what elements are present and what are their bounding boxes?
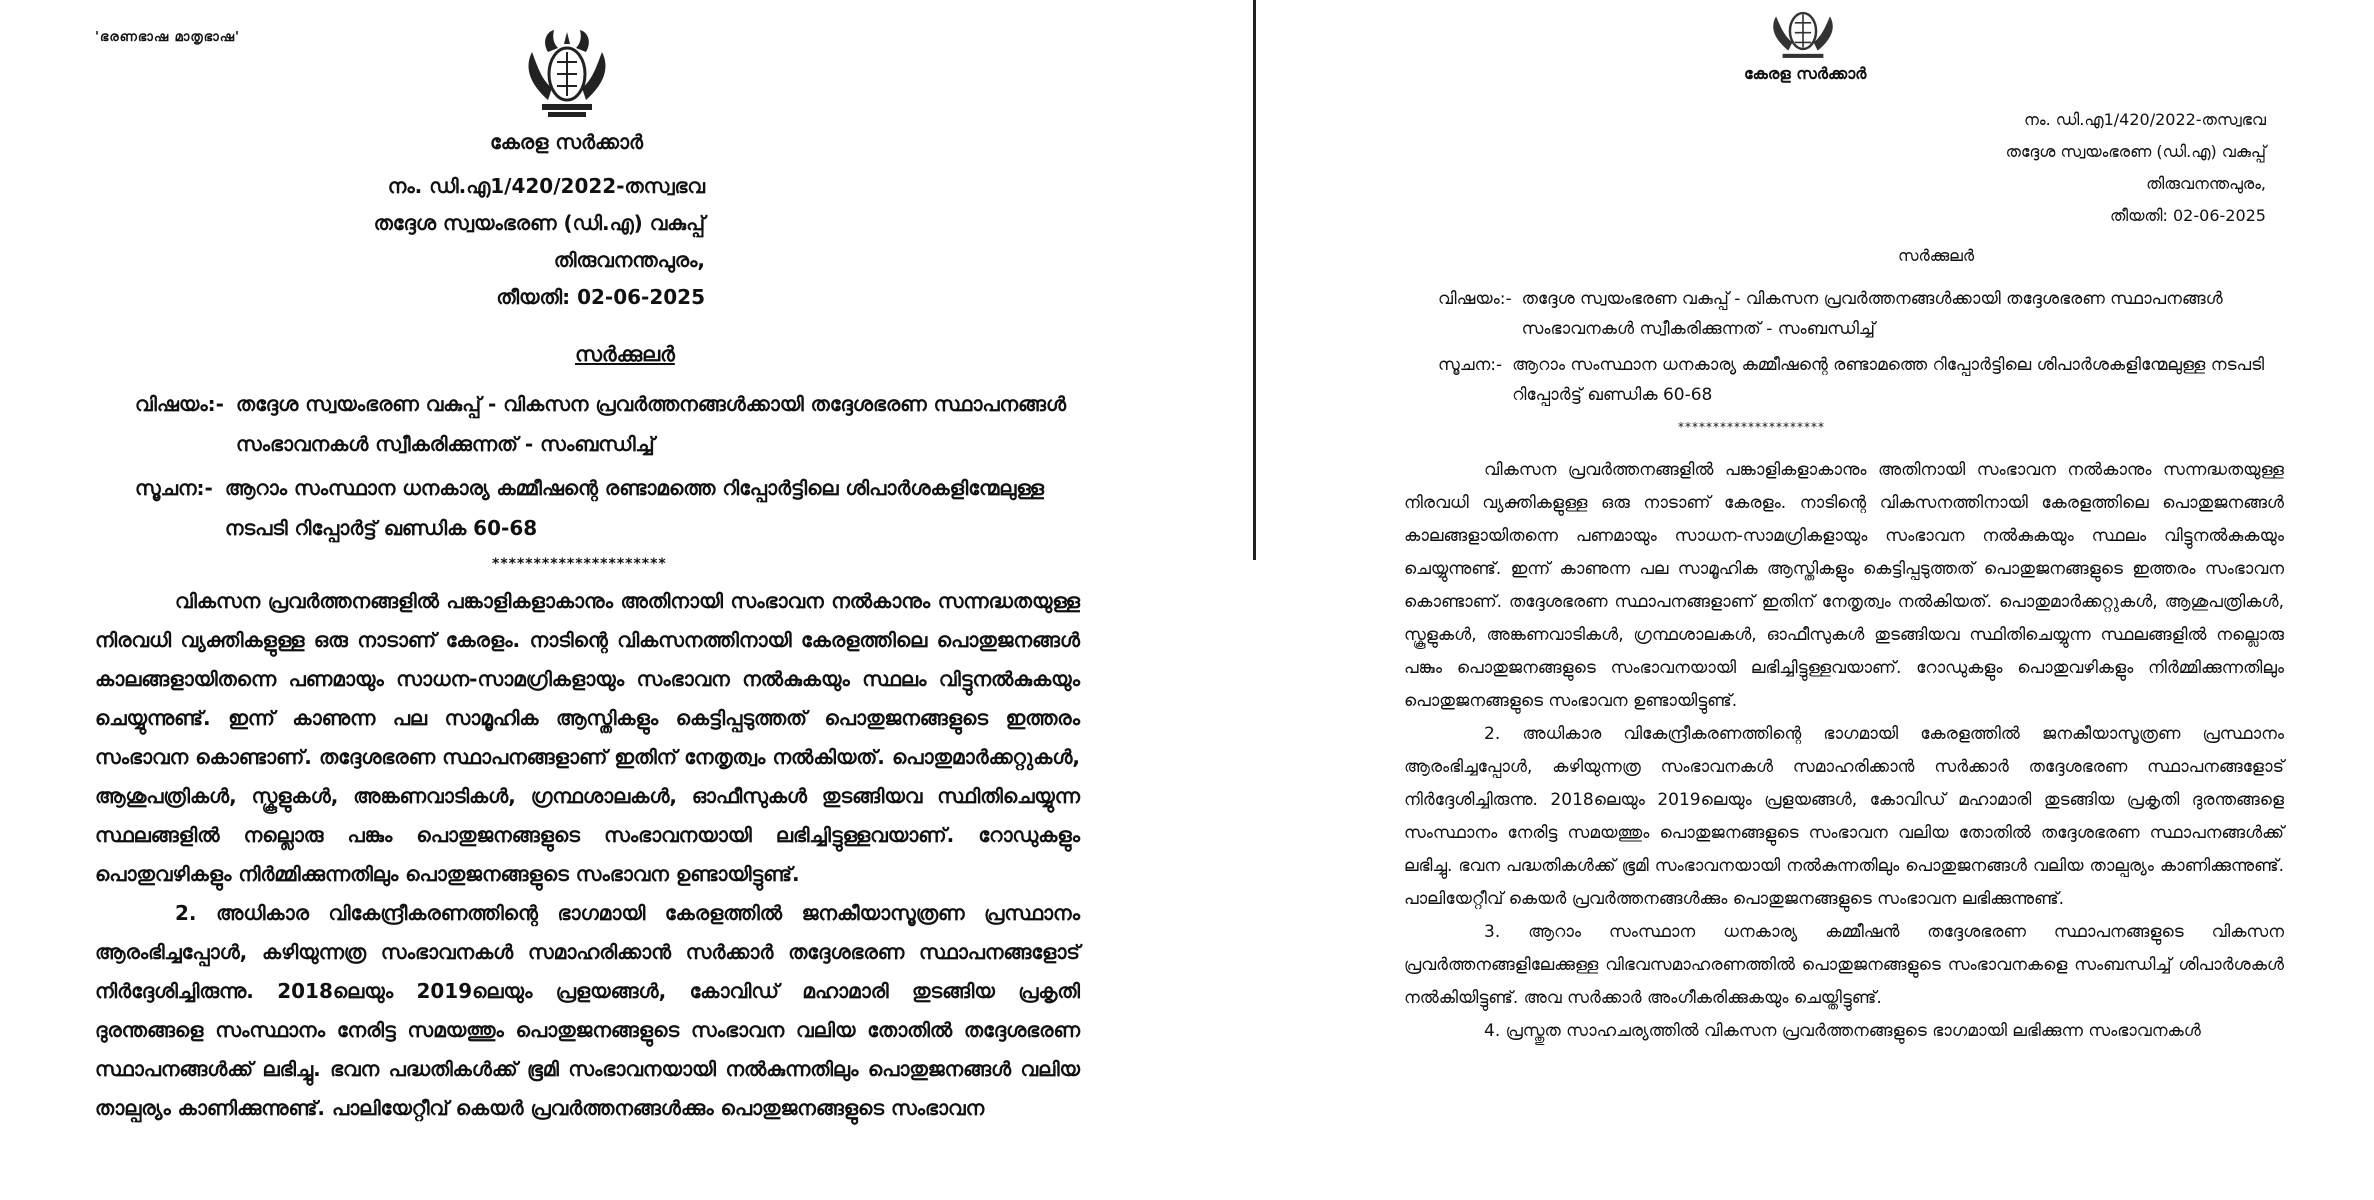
government-name: കേരള സർക്കാർ [490,130,643,154]
paragraph: 2. അധികാര വികേന്ദ്രീകരണത്തിന്റെ ഭാഗമായി കേരളത്തിൽ ജനകീയാസൂത്രണ പ്രസ്ഥാനം ആരംഭിച്ചപ്പോൾ, കഴിയുന്നത്ര സംഭാവനകൾ സമാഹരിക്കാൻ സർക്കാർ തദ്ദേശഭരണ സ്ഥാപനങ്ങളോട് നിർദ്ദേശിച്ചിരുന്നു. 2018ലെയും 2019ലെയും പ്രളയങ്ങൾ, കോവിഡ് മഹാമാരി തുടങ്ങിയ പ്രകൃതി ദുരന്തങ്ങളെ സംസ്ഥാനം നേരിട്ട സമയത്തും പൊതുജനങ്ങളുടെ സംഭാവന വലിയ തോതിൽ തദ്ദേശഭരണ സ്ഥാപനങ്ങൾക്ക് ലഭിച്ചു. ഭവന പദ്ധതികൾക്ക് ഭൂമി സംഭാവനയായി നൽകുന്നതിലും പൊതുജനങ്ങൾ വലിയ താല്പര്യം കാണിക്കുന്നുണ്ട്. പാലിയേറ്റീവ് കെയർ പ്രവർത്തനങ്ങൾക്കും പൊതുജനങ്ങളുടെ സംഭാവന ലഭിക്കുന്നുണ്ട്. [1404,724,2284,909]
reference-text: ആറാം സംസ്ഥാന ധനകാര്യ കമ്മീഷന്റെ രണ്ടാമത്തെ റിപ്പോർട്ടിലെ ശിപാർശകളിന്മേലുള്ള നടപടി റിപ്പോർട്ട് ഖണ്ഡിക 60-68 [224,476,1044,540]
reference-text: ആറാം സംസ്ഥാന ധനകാര്യ കമ്മീഷന്റെ രണ്ടാമത്തെ റിപ്പോർട്ടിലെ ശിപാർശകളിന്മേലുള്ള നടപടി റിപ്പോർട്ട് ഖണ്ഡിക 60-68 [1512,355,2265,405]
order-number: നം. ഡി.എ1/420/2022-തസ്വഭവ [387,174,705,198]
body-paragraphs [1404,454,2284,1048]
subject-label: വിഷയം:- [1438,289,1512,309]
subject-text: തദ്ദേശ സ്വയംഭരണ വകുപ്പ് - വികസന പ്രവർത്തനങ്ങൾക്കായി തദ്ദേശഭരണ സ്ഥാപനങ്ങൾ സംഭാവനകൾ സ്വീകരിക്കുന്നത് - സംബന്ധിച്ച് [1521,289,2223,339]
order-number: നം. ഡി.എ1/420/2022-തസ്വഭവ [2024,110,2266,129]
paragraph: വികസന പ്രവർത്തനങ്ങളിൽ പങ്കാളികളാകാനും അതിനായി സംഭാവന നൽകാനും സന്നദ്ധതയുള്ള നിരവധി വ്യക്തികളുള്ള ഒരു നാടാണ് കേരളം. നാടിന്റെ വികസനത്തിനായി കേരളത്തിലെ പൊതുജനങ്ങൾ കാലങ്ങളായിതന്നെ പണമായും സാധന-സാമഗ്രികളായും സംഭാവന നൽകുകയും സ്ഥലം വിട്ടുനൽകുകയും ചെയ്യുന്നുണ്ട്. ഇന്ന് കാണുന്ന പല സാമൂഹിക ആസ്തികളും കെട്ടിപ്പടുത്തത് പൊതുജനങ്ങളുടെ ഇത്തരം സംഭാവന കൊണ്ടാണ്. തദ്ദേശഭരണ സ്ഥാപനങ്ങളാണ് ഇതിന് നേതൃത്വം നൽകിയത്. പൊതുമാർക്കറ്റുകൾ, ആശുപത്രികൾ, സ്കൂളുകൾ, അങ്കണവാടികൾ, ഗ്രന്ഥശാലകൾ, ഓഫീസുകൾ തുടങ്ങിയവ സ്ഥിതിചെയ്യുന്ന സ്ഥലങ്ങളിൽ നല്ലൊരു പങ്കും പൊതുജനങ്ങളുടെ സംഭാവനയായി ലഭിച്ചിട്ടുള്ളവയാണ്. റോഡുകളും പൊതുവഴികളും നിർമ്മിക്കുന്നതിലും പൊതുജനങ്ങളുടെ സംഭാവന ഉണ്ടായിട്ടുണ്ട്. [95,589,1080,886]
document-page-right [1258,0,2374,1200]
separator-stars: ********************* [1678,420,1825,434]
page-divider [1253,0,1256,560]
reference-label: സൂചന:- [135,476,213,500]
government-name: കേരള സർക്കാർ [1744,64,1867,83]
paragraph: വികസന പ്രവർത്തനങ്ങളിൽ പങ്കാളികളാകാനും അതിനായി സംഭാവന നൽകാനും സന്നദ്ധതയുള്ള നിരവധി വ്യക്തികളുള്ള ഒരു നാടാണ് കേരളം. നാടിന്റെ വികസനത്തിനായി കേരളത്തിലെ പൊതുജനങ്ങൾ കാലങ്ങളായിതന്നെ പണമായും സാധന-സാമഗ്രികളായും സംഭാവന നൽകുകയും സ്ഥലം വിട്ടുനൽകുകയും ചെയ്യുന്നുണ്ട്. ഇന്ന് കാണുന്ന പല സാമൂഹിക ആസ്തികളും കെട്ടിപ്പടുത്തത് പൊതുജനങ്ങളുടെ ഇത്തരം സംഭാവന കൊണ്ടാണ്. തദ്ദേശഭരണ സ്ഥാപനങ്ങളാണ് ഇതിന് നേതൃത്വം നൽകിയത്. പൊതുമാർക്കറ്റുകൾ, ആശുപത്രികൾ, സ്കൂളുകൾ, അങ്കണവാടികൾ, ഗ്രന്ഥശാലകൾ, ഓഫീസുകൾ തുടങ്ങിയവ സ്ഥിതിചെയ്യുന്ന സ്ഥലങ്ങളിൽ നല്ലൊരു പങ്കും പൊതുജനങ്ങളുടെ സംഭാവനയായി ലഭിച്ചിട്ടുള്ളവയാണ്. റോഡുകളും പൊതുവഴികളും നിർമ്മിക്കുന്നതിലും പൊതുജനങ്ങളുടെ സംഭാവന ഉണ്ടായിട്ടുണ്ട്. [1404,460,2284,711]
subject-block [1438,284,2268,344]
document-title: സർക്കുലർ [575,342,675,366]
kerala-emblem-icon [1758,0,1848,62]
top-tag: 'ഭരണഭാഷ മാതൃഭാഷ' [95,30,240,45]
order-date: തീയതി: 02-06-2025 [496,285,705,309]
reference-block [135,468,1075,548]
body-paragraphs [95,582,1080,1128]
reference-block [1438,350,2268,410]
paragraph: 2. അധികാര വികേന്ദ്രീകരണത്തിന്റെ ഭാഗമായി കേരളത്തിൽ ജനകീയാസൂത്രണ പ്രസ്ഥാനം ആരംഭിച്ചപ്പോൾ, കഴിയുന്നത്ര സംഭാവനകൾ സമാഹരിക്കാൻ സർക്കാർ തദ്ദേശഭരണ സ്ഥാപനങ്ങളോട് നിർദ്ദേശിച്ചിരുന്നു. 2018ലെയും 2019ലെയും പ്രളയങ്ങൾ, കോവിഡ് മഹാമാരി തുടങ്ങിയ പ്രകൃതി ദുരന്തങ്ങളെ സംസ്ഥാനം നേരിട്ട സമയത്തും പൊതുജനങ്ങളുടെ സംഭാവന വലിയ തോതിൽ തദ്ദേശഭരണ സ്ഥാപനങ്ങൾക്ക് ലഭിച്ചു. ഭവന പദ്ധതികൾക്ക് ഭൂമി സംഭാവനയായി നൽകുന്നതിലും പൊതുജനങ്ങൾ വലിയ താല്പര്യം കാണിക്കുന്നുണ്ട്. പാലിയേറ്റീവ് കെയർ പ്രവർത്തനങ്ങൾക്കും പൊതുജനങ്ങളുടെ സംഭാവന [95,901,1080,1120]
reference-label: സൂചന:- [1438,355,1503,375]
kerala-emblem-icon [512,22,622,122]
order-meta [374,168,705,316]
subject-text: തദ്ദേശ സ്വയംഭരണ വകുപ്പ് - വികസന പ്രവർത്തനങ്ങൾക്കായി തദ്ദേശഭരണ സ്ഥാപനങ്ങൾ സംഭാവനകൾ സ്വീകരിക്കുന്നത് - സംബന്ധിച്ച് [235,392,1067,456]
subject-block [135,384,1075,464]
place: തിരുവനന്തപുരം, [2146,174,2266,193]
department-name: തദ്ദേശ സ്വയംഭരണ (ഡി.എ) വകുപ്പ് [2005,142,2266,161]
separator-stars: ********************* [492,556,667,572]
subject-label: വിഷയം:- [135,392,224,416]
order-date: തീയതി: 02-06-2025 [2109,206,2266,225]
place: തിരുവനന്തപുരം, [553,248,705,272]
document-title: സർക്കുലർ [1898,246,1975,265]
department-name: തദ്ദേശ സ്വയംഭരണ (ഡി.എ) വകുപ്പ് [373,211,705,235]
order-meta [2006,104,2266,232]
paragraph: 3. ആറാം സംസ്ഥാന ധനകാര്യ കമ്മീഷൻ തദ്ദേശഭരണ സ്ഥാപനങ്ങളുടെ വികസന പ്രവർത്തനങ്ങളിലേക്കുള്ള വിഭവസമാഹരണത്തിൽ പൊതുജനങ്ങളുടെ സംഭാവനകളെ സംബന്ധിച്ച് ശിപാർശകൾ നൽകിയിട്ടുണ്ട്. അവ സർക്കാർ അംഗീകരിക്കുകയും ചെയ്തിട്ടുണ്ട്. [1404,922,2284,1008]
paragraph: 4. പ്രസ്തുത സാഹചര്യത്തിൽ വികസന പ്രവർത്തനങ്ങളുടെ ഭാഗമായി ലഭിക്കുന്ന സംഭാവനകൾ [1484,1021,2201,1041]
